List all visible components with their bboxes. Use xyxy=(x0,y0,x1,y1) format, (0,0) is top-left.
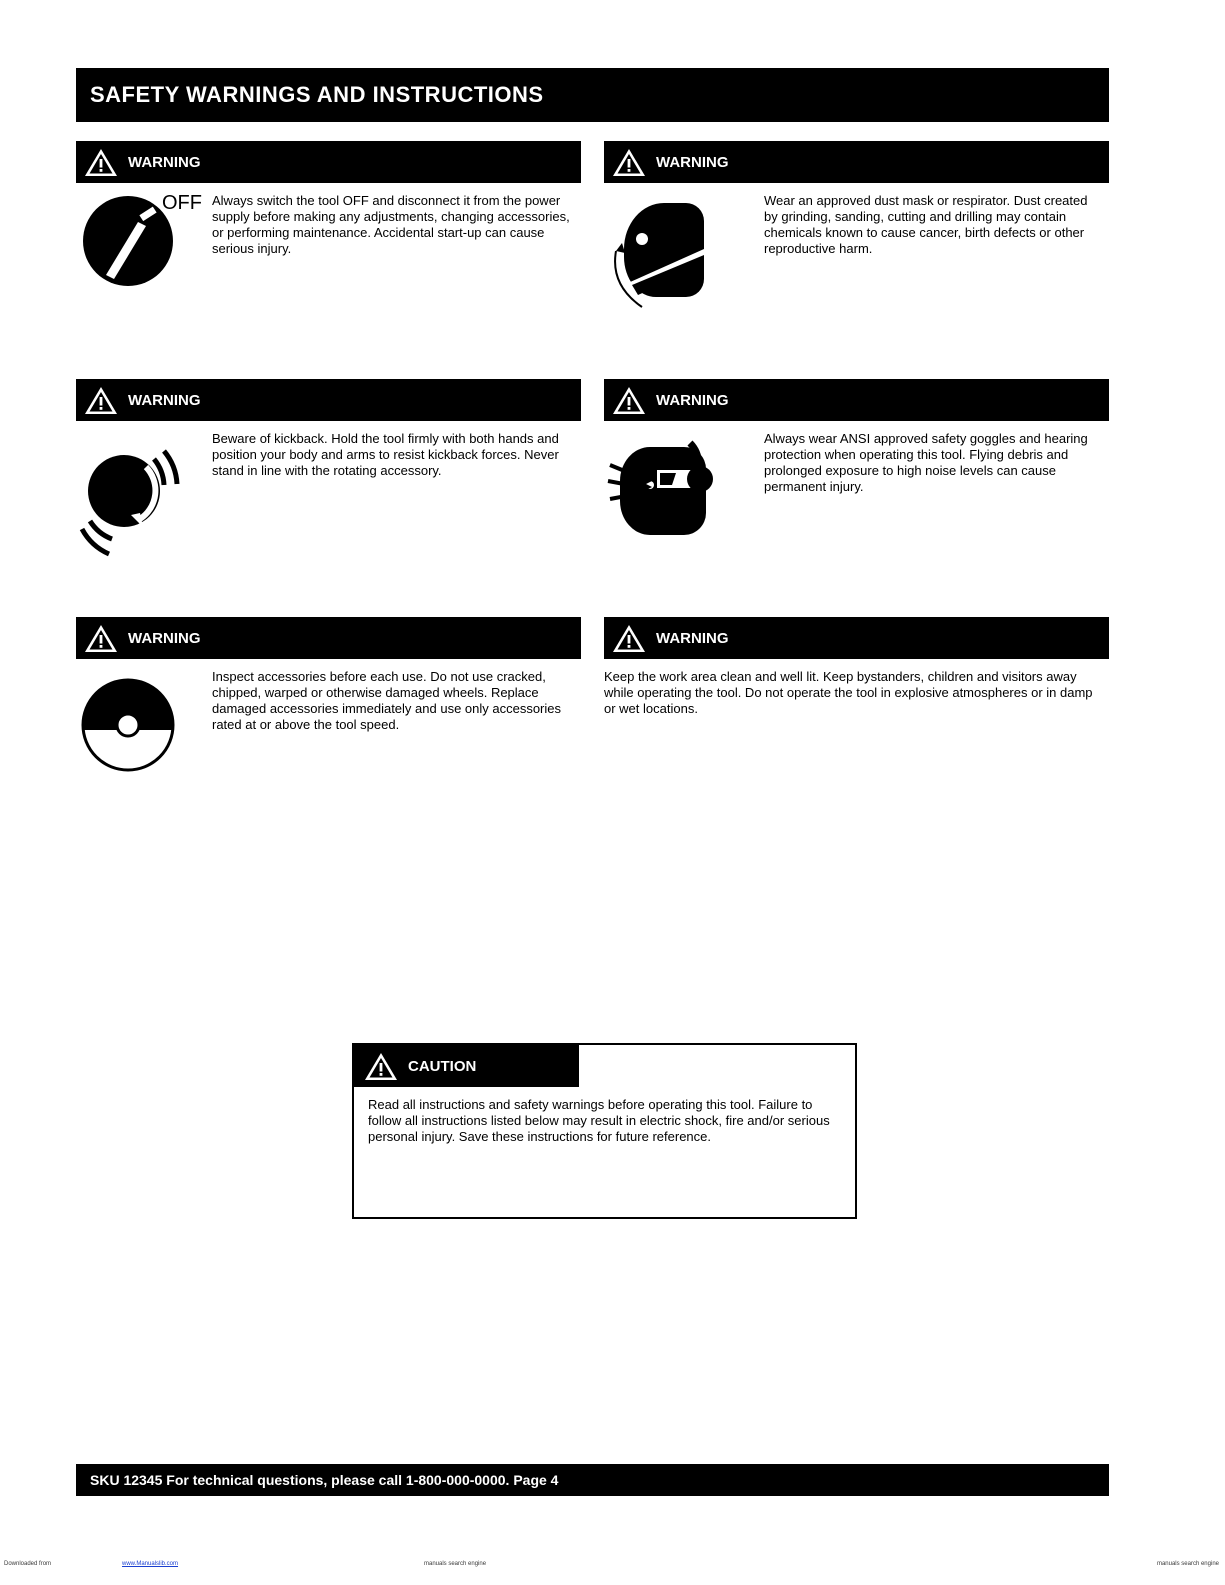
download-attribution-row xyxy=(0,1558,1225,1582)
warning-triangle-icon xyxy=(612,147,646,177)
caution-note-text: Read all instructions and safety warnings before operating this tool. Failure to follow all instructions listed below may result in electric shock, fire and/or serious personal injury. Save these instructions for future reference. xyxy=(368,1097,830,1144)
warning-panel-dust-mask xyxy=(604,141,1109,379)
warning-bar xyxy=(76,617,581,659)
warning-bar xyxy=(604,617,1109,659)
warning-triangle-icon xyxy=(84,147,118,177)
warning-triangle-icon xyxy=(364,1051,398,1081)
warning-bar xyxy=(604,141,1109,183)
warning-bar-label: WARNING xyxy=(656,153,729,171)
warning-bar xyxy=(76,379,581,421)
attribution-center: manuals search engine xyxy=(424,1561,487,1567)
warning-body xyxy=(604,183,1109,379)
warning-triangle-icon xyxy=(84,385,118,415)
warning-bar-label: WARNING xyxy=(128,391,201,409)
warning-bar-label: WARNING xyxy=(128,153,201,171)
page-footer-text: SKU 12345 For technical questions, please call 1-800-000-0000. Page 4 xyxy=(90,1472,559,1488)
kickback-rotation-icon xyxy=(76,429,206,569)
warning-panel-grid xyxy=(76,141,1109,855)
attribution-link[interactable]: www.Manualslib.com xyxy=(122,1561,179,1567)
warning-text: Keep the work area clean and well lit. Keep bystanders, children and visitors away while operating the tool. Do not operate the tool in explosive atmospheres or in damp or wet locations. xyxy=(604,669,1093,716)
warning-body xyxy=(76,183,581,379)
warning-bar-label: WARNING xyxy=(656,391,729,409)
switch-off-icon xyxy=(76,191,206,331)
warning-bar xyxy=(76,141,581,183)
warning-body xyxy=(604,421,1109,617)
warning-row xyxy=(76,617,1109,855)
dust-mask-icon xyxy=(604,191,734,331)
warning-panel-switch-off xyxy=(76,141,581,379)
warning-text: Inspect accessories before each use. Do not use cracked, chipped, warped or otherwise damaged wheels. Replace damaged accessories immediately and use only accessories rated at or above the tool speed. xyxy=(212,669,562,732)
caution-note-box xyxy=(352,1043,857,1219)
page-header-bar xyxy=(76,68,1109,122)
warning-text: Beware of kickback. Hold the tool firmly with both hands and position your body and arms to resist kickback forces. Never stand in line with the rotating accessory. xyxy=(212,431,559,478)
warning-body xyxy=(76,659,581,855)
caution-note-bar xyxy=(354,1045,579,1087)
warning-body xyxy=(604,659,1109,855)
warning-bar-label: WARNING xyxy=(128,629,201,647)
page-footer-bar xyxy=(76,1464,1109,1496)
caution-note-label: CAUTION xyxy=(408,1057,477,1075)
attribution-right: manuals search engine xyxy=(1156,1561,1219,1567)
warning-panel-kickback xyxy=(76,379,581,617)
warning-panel-work-area xyxy=(604,617,1109,855)
warning-text: Wear an approved dust mask or respirator. Dust created by grinding, sanding, cutting and drilling may contain chemicals known to cause cancer, birth defects or other reproductive harm. xyxy=(764,193,1088,256)
warning-triangle-icon xyxy=(612,623,646,653)
warning-bar-label: WARNING xyxy=(656,629,729,647)
warning-row xyxy=(76,141,1109,379)
warning-panel-damaged-wheel xyxy=(76,617,581,855)
warning-row xyxy=(76,379,1109,617)
warning-bar xyxy=(604,379,1109,421)
warning-text: Always switch the tool OFF and disconnect it from the power supply before making any adjustments, changing accessories, or performing maintenance. Accidental start-up can cause serious injury. xyxy=(212,193,570,256)
warning-triangle-icon xyxy=(612,385,646,415)
warning-panel-eye-ear-protection xyxy=(604,379,1109,617)
switch-off-caption: OFF xyxy=(162,192,202,214)
attribution-prefix: Downloaded from xyxy=(4,1561,52,1567)
warning-text: Always wear ANSI approved safety goggles and hearing protection when operating this tool. Flying debris and prolonged exposure to high noise levels can cause permanent injury. xyxy=(764,431,1088,494)
warning-body xyxy=(76,421,581,617)
warning-triangle-icon xyxy=(84,623,118,653)
page-title: SAFETY WARNINGS AND INSTRUCTIONS xyxy=(90,82,544,107)
eye-and-ear-protection-icon xyxy=(604,429,734,569)
damaged-wheel-icon xyxy=(76,667,206,807)
